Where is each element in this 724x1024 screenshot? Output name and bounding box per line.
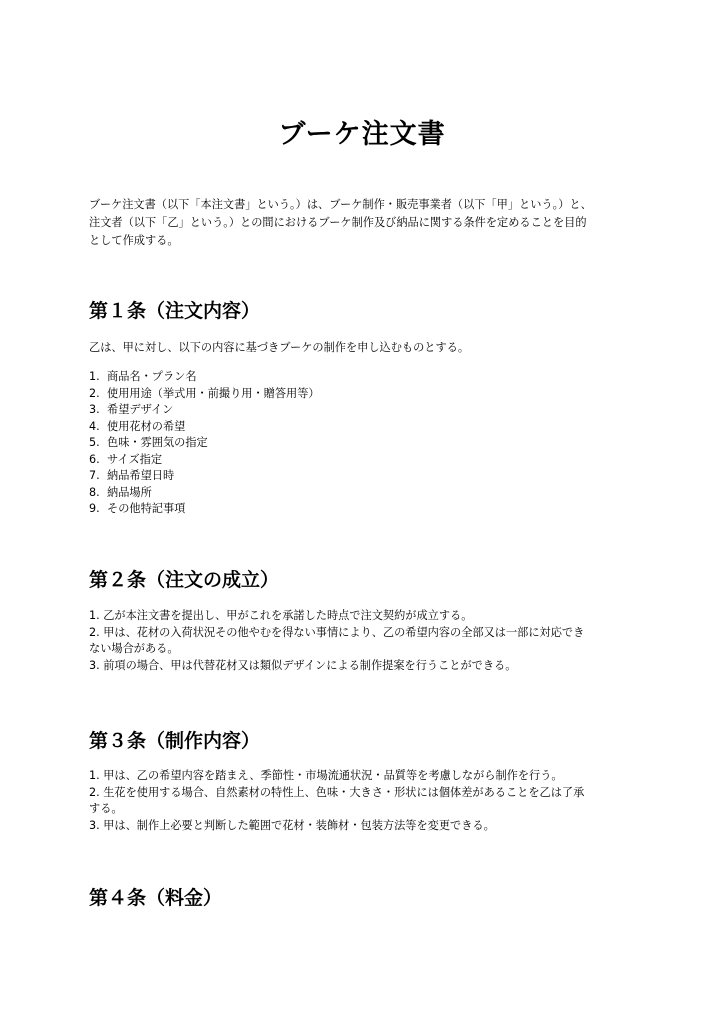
clause-line: 1. 甲は、乙の希望内容を踏まえ、季節性・市場流通状況・品質等を考慮しながら制作を行う。 — [89, 769, 563, 782]
article-1-lead: 乙は、甲に対し、以下の内容に基づきブーケの制作を申し込むものとする。 — [89, 341, 470, 354]
list-item: 1. 商品名・プラン名 — [89, 370, 197, 383]
article-1-list — [89, 369, 649, 518]
intro-paragraph — [89, 196, 649, 250]
list-item: 8. 納品場所 — [89, 485, 152, 499]
clause-line: 2. 甲は、花材の入荷状況その他やむを得ない事情により、乙の希望内容の全部又は一部に対応でき — [89, 625, 585, 639]
list-item: 2. 使用用途（挙式用・前撮り用・贈答用等） — [89, 386, 320, 400]
article-3-body — [89, 768, 649, 834]
article-3-heading: 第３条（制作内容） — [89, 730, 261, 752]
clause-line: 2. 生花を使用する場合、自然素材の特性上、色味・大きさ・形状には個体差があることを乙は了承 — [89, 785, 585, 799]
list-item: 5. 色味・雰囲気の指定 — [89, 436, 208, 449]
clause-line: ない場合がある。 — [89, 642, 179, 655]
list-item: 9. その他特記事項 — [89, 502, 186, 515]
article-1-heading: 第１条（注文内容） — [89, 300, 261, 322]
list-item: 4. 使用花材の希望 — [89, 419, 186, 433]
clause-line: 3. 甲は、制作上必要と判断した範囲で花材・装飾材・包装方法等を変更できる。 — [89, 818, 495, 832]
clause-line: する。 — [89, 802, 123, 815]
clause-line: 3. 前項の場合、甲は代替花材又は類似デザインによる制作提案を行うことができる。 — [89, 658, 517, 672]
article-2-body — [89, 608, 649, 674]
intro-line: 注文者（以下「乙」という。）との間におけるブーケ制作及び納品に関する条件を定めることを目的 — [89, 216, 587, 229]
intro-line: ブーケ注文書（以下「本注文書」という。）は、ブーケ制作・販売事業者（以下「甲」という。）と、 — [89, 198, 592, 211]
clause-line: 1. 乙が本注文書を提出し、甲がこれを承諾した時点で注文契約が成立する。 — [89, 609, 473, 622]
list-item: 6. サイズ指定 — [89, 452, 163, 466]
document-title: ブーケ注文書 — [278, 119, 446, 150]
list-item: 3. 希望デザイン — [89, 403, 174, 416]
intro-line: として作成する。 — [89, 234, 179, 247]
article-2-heading: 第２条（注文の成立） — [89, 569, 280, 591]
article-4-heading: 第４条（料金） — [89, 887, 223, 909]
list-item: 7. 納品希望日時 — [89, 469, 175, 482]
